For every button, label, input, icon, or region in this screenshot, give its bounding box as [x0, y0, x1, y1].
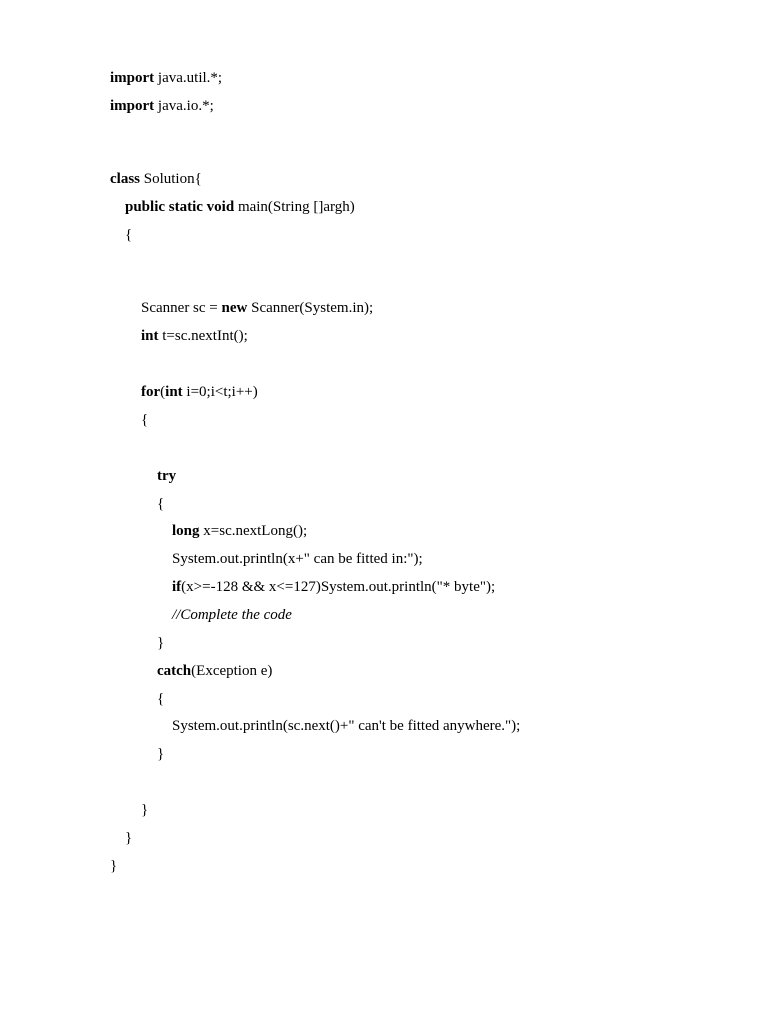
- code-text: (Exception e): [191, 663, 273, 679]
- code-line: [141, 411, 148, 429]
- code-text: x=sc.nextLong();: [199, 523, 308, 539]
- code-text: (x>=-128 && x<=127)System.out.println("* byte");: [181, 579, 496, 595]
- code-line: [125, 198, 355, 216]
- code-line: [141, 383, 258, 401]
- code-line: [141, 801, 148, 819]
- code-text: java.util.*;: [154, 70, 223, 86]
- code-text: System.out.println(sc.next()+" can't be fitted anywhere.");: [172, 718, 521, 734]
- code-line: [157, 467, 176, 485]
- code-text: {: [125, 227, 133, 243]
- code-line: [172, 522, 307, 540]
- code-line: [157, 745, 164, 763]
- code-line: [125, 226, 132, 244]
- code-text: Scanner(System.in);: [247, 300, 374, 316]
- code-text: }: [141, 802, 149, 818]
- code-text: Solution{: [140, 171, 202, 187]
- code-text: main(String []argh): [234, 199, 355, 215]
- code-text: {: [157, 691, 165, 707]
- code-line: [157, 690, 164, 708]
- code-comment: //Complete the code: [172, 607, 292, 623]
- code-line: [110, 69, 222, 87]
- code-line: [141, 327, 248, 345]
- code-text: }: [125, 830, 133, 846]
- code-text: }: [157, 635, 165, 651]
- code-keyword: new: [221, 300, 248, 316]
- code-text: {: [157, 496, 165, 512]
- code-keyword: class: [110, 171, 140, 187]
- code-line: [110, 170, 202, 188]
- code-text: }: [157, 746, 165, 762]
- code-line: [157, 634, 164, 652]
- code-keyword: try: [157, 468, 177, 484]
- code-line: [172, 606, 292, 624]
- code-text: t=sc.nextInt();: [158, 328, 248, 344]
- code-line: [157, 495, 164, 513]
- code-line: [172, 578, 495, 596]
- code-keyword: catch: [157, 663, 192, 679]
- code-line: [141, 299, 373, 317]
- code-text: i=0;i<t;i++): [182, 384, 258, 400]
- code-keyword: int: [141, 328, 159, 344]
- code-text: Scanner sc =: [141, 300, 222, 316]
- code-line: [172, 550, 423, 568]
- code-keyword: for: [141, 384, 161, 400]
- code-keyword: import: [110, 98, 155, 114]
- code-text: {: [141, 412, 149, 428]
- code-text: }: [110, 858, 118, 874]
- code-line: [110, 97, 214, 115]
- code-keyword: public static void: [125, 199, 235, 215]
- code-text: java.io.*;: [154, 98, 214, 114]
- code-line: [125, 829, 132, 847]
- code-text: System.out.println(x+" can be fitted in:");: [172, 551, 423, 567]
- code-keyword: if: [172, 579, 182, 595]
- code-text: (: [160, 384, 166, 400]
- code-line: [157, 662, 272, 680]
- code-keyword: long: [172, 523, 200, 539]
- code-keyword: import: [110, 70, 155, 86]
- code-line: [172, 717, 520, 735]
- code-keyword: int: [165, 384, 183, 400]
- code-line: [110, 857, 117, 875]
